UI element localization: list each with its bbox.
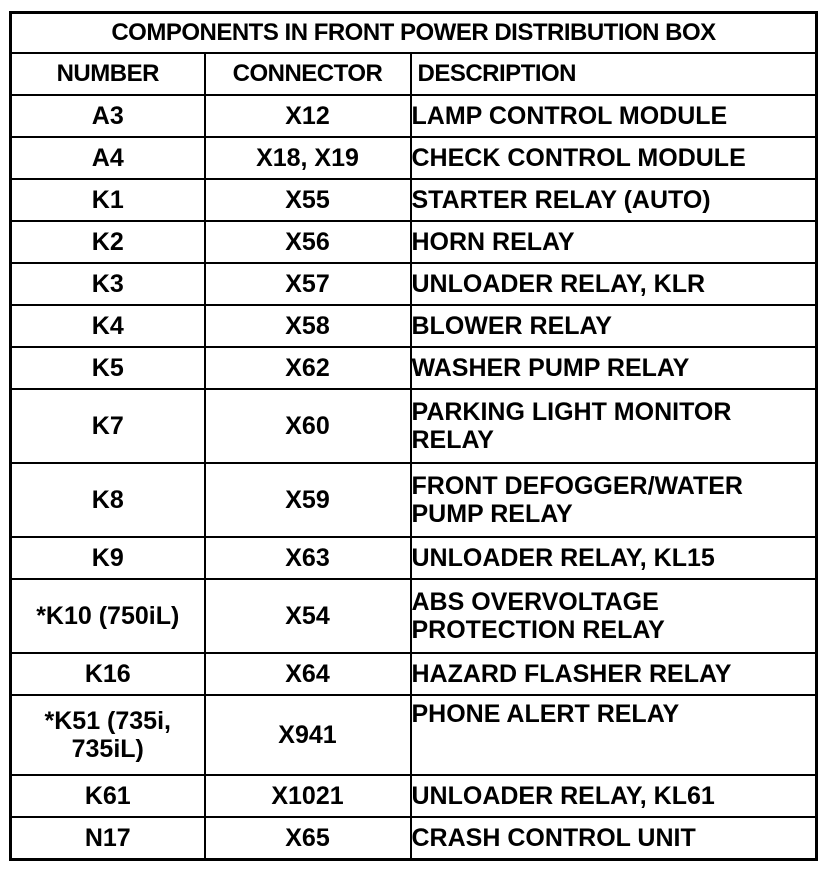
cell-number: A3	[11, 95, 205, 137]
cell-description: HORN RELAY	[411, 221, 817, 263]
table-row	[11, 389, 817, 463]
cell-connector: X54	[205, 579, 411, 653]
cell-number: K3	[11, 263, 205, 305]
cell-number: K2	[11, 221, 205, 263]
cell-connector: X62	[205, 347, 411, 389]
cell-number: N17	[11, 817, 205, 860]
cell-number: K16	[11, 653, 205, 695]
table-row	[11, 695, 817, 775]
table-row	[11, 95, 817, 137]
cell-connector: X59	[205, 463, 411, 537]
cell-number: *K51 (735i, 735iL)	[11, 695, 205, 775]
table-row	[11, 537, 817, 579]
cell-connector: X12	[205, 95, 411, 137]
cell-description: FRONT DEFOGGER/WATER PUMP RELAY	[411, 463, 817, 537]
cell-description: LAMP CONTROL MODULE	[411, 95, 817, 137]
cell-number: K9	[11, 537, 205, 579]
cell-description: PARKING LIGHT MONITOR RELAY	[411, 389, 817, 463]
table-row	[11, 221, 817, 263]
cell-number: K8	[11, 463, 205, 537]
cell-description: ABS OVERVOLTAGE PROTECTION RELAY	[411, 579, 817, 653]
table-title-row	[11, 13, 817, 54]
table-row	[11, 137, 817, 179]
cell-connector: X941	[205, 695, 411, 775]
table-title: COMPONENTS IN FRONT POWER DISTRIBUTION BOX	[11, 13, 817, 54]
cell-number: K5	[11, 347, 205, 389]
column-header-connector: CONNECTOR	[205, 53, 411, 95]
cell-connector: X60	[205, 389, 411, 463]
cell-number: K7	[11, 389, 205, 463]
cell-number: A4	[11, 137, 205, 179]
cell-description: WASHER PUMP RELAY	[411, 347, 817, 389]
table-header-row	[11, 53, 817, 95]
cell-connector: X56	[205, 221, 411, 263]
cell-connector: X18, X19	[205, 137, 411, 179]
components-table	[9, 11, 818, 861]
table-row	[11, 775, 817, 817]
cell-description: UNLOADER RELAY, KL15	[411, 537, 817, 579]
cell-description: HAZARD FLASHER RELAY	[411, 653, 817, 695]
table-row	[11, 817, 817, 860]
table-row	[11, 263, 817, 305]
cell-connector: X1021	[205, 775, 411, 817]
cell-connector: X64	[205, 653, 411, 695]
table-row	[11, 305, 817, 347]
cell-connector: X58	[205, 305, 411, 347]
cell-description: UNLOADER RELAY, KLR	[411, 263, 817, 305]
table-row	[11, 653, 817, 695]
cell-description: STARTER RELAY (AUTO)	[411, 179, 817, 221]
table-row	[11, 347, 817, 389]
table-row	[11, 179, 817, 221]
cell-number: K1	[11, 179, 205, 221]
cell-description: BLOWER RELAY	[411, 305, 817, 347]
table-row	[11, 579, 817, 653]
cell-description: CHECK CONTROL MODULE	[411, 137, 817, 179]
cell-description: UNLOADER RELAY, KL61	[411, 775, 817, 817]
cell-connector: X55	[205, 179, 411, 221]
cell-number: K4	[11, 305, 205, 347]
column-header-number: NUMBER	[11, 53, 205, 95]
cell-description: PHONE ALERT RELAY	[411, 695, 817, 775]
cell-number: *K10 (750iL)	[11, 579, 205, 653]
table-row	[11, 463, 817, 537]
cell-number: K61	[11, 775, 205, 817]
cell-connector: X57	[205, 263, 411, 305]
cell-description: CRASH CONTROL UNIT	[411, 817, 817, 860]
column-header-description: DESCRIPTION	[411, 53, 817, 95]
cell-connector: X63	[205, 537, 411, 579]
cell-connector: X65	[205, 817, 411, 860]
